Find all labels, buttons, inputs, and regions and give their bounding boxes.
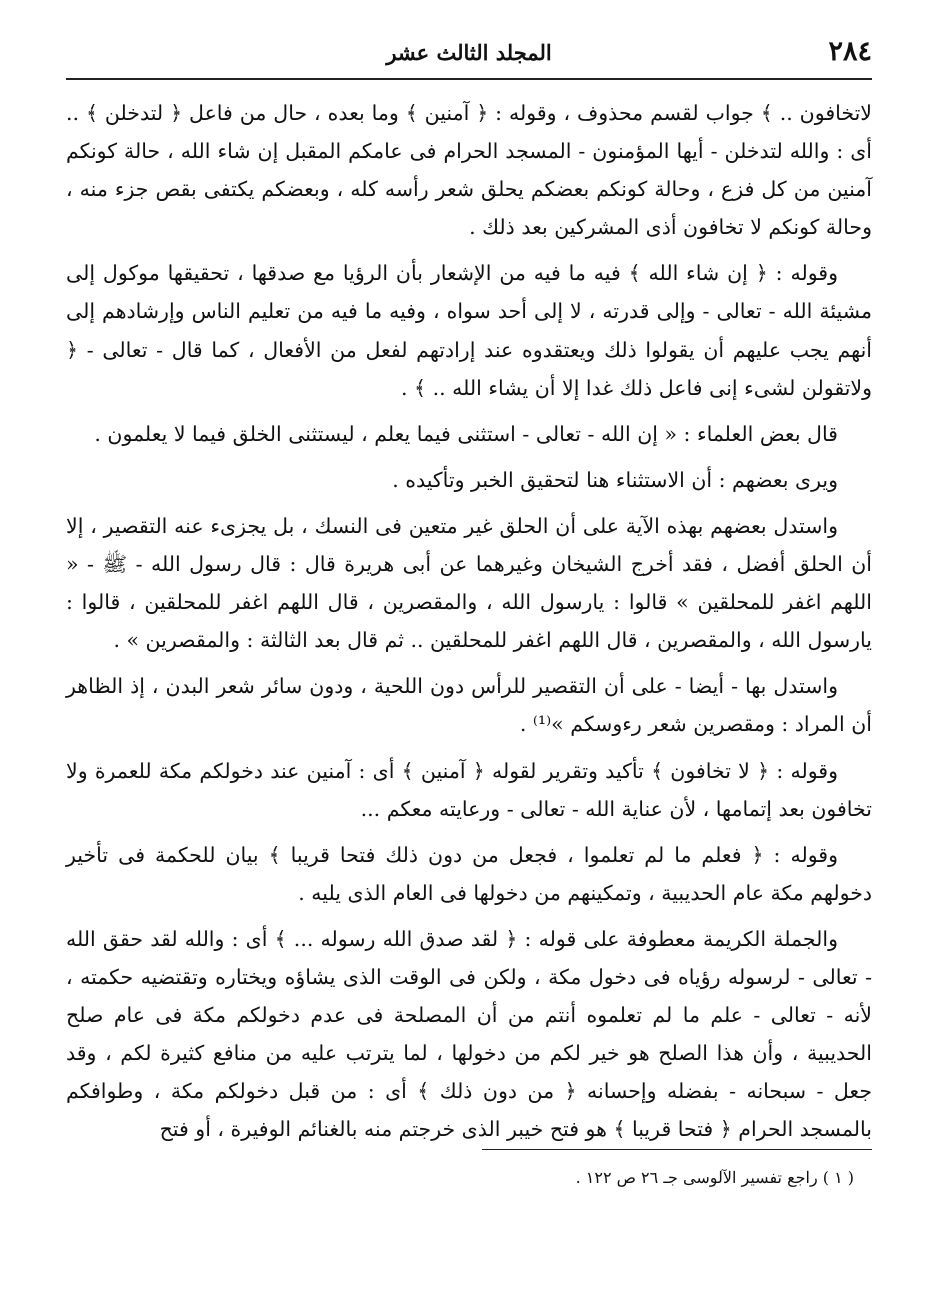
paragraph: واستدل بعضهم بهذه الآية على أن الحلق غير متعين فى النسك ، بل يجزىء عنه التقصير ، إلا أن الحلق أفضل ، فقد أخرج الشيخان وغيرهما عن أبى هريرة قال : قال رسول الله - ﷺ - « اللهم اغفر للمحلقين » قالوا : يارسول الله ، والمقصرين ، قال اللهم اغفر للمحلقين ، قالوا : يارسول الله ، والمقصرين ، قال اللهم اغفر للمحلقين .. ثم قال بعد الثالثة : والمقصرين » . xyxy=(66,513,872,653)
page-header xyxy=(66,36,872,76)
page-number: ٢٨٤ xyxy=(828,36,872,67)
paragraph: قال بعض العلماء : « إن الله - تعالى - استثنى فيما يعلم ، ليستثنى الخلق فيما لا يعلمون . xyxy=(94,421,838,446)
footnote: ( ١ ) راجع تفسير الآلوسى جـ ٢٦ ص ١٢٢ . xyxy=(575,1168,854,1187)
footnote-rule xyxy=(482,1149,872,1150)
paragraph: واستدل بها - أيضا - على أن التقصير للرأس دون اللحية ، ودون سائر شعر البدن ، إذ الظاهر أن المراد : ومقصرين شعر رءوسكم »⁽¹⁾ . xyxy=(66,674,872,737)
running-head: المجلد الثالث عشر xyxy=(386,40,552,65)
header-rule xyxy=(66,78,872,80)
paragraph: والجملة الكريمة معطوفة على قوله : ﴿ لقد صدق الله رسوله ... ﴾ أى : والله لقد حقق الله - تعالى - لرسوله رؤياه فى دخول مكة ، ولكن فى الوقت الذى يشاؤه ويختاره وتقتضيه حكمته ، لأنه - تعالى - علم ما لم تعلموه أنتم من أن المصلحة فى عدم دخولكم مكة فى عام صلح الحديبية ، وأن هذا الصلح هو خير لكم من دخولها ، لما يترتب عليه من منافع كثيرة لكم ، وقد جعل - سبحانه - بفضله وإحسانه ﴿ من دون ذلك ﴾ أى : من قبل دخولكم مكة ، وطوافكم بالمسجد الحرام ﴿ فتحا قريبا ﴾ هو فتح خيبر الذى خرجتم منه بالغنائم الوفيرة ، أو فتح xyxy=(66,926,872,1142)
body-text xyxy=(66,94,872,1156)
paragraph: وقوله : ﴿ فعلم ما لم تعلموا ، فجعل من دون ذلك فتحا قريبا ﴾ بيان للحكمة فى تأخير دخولهم مكة عام الحديبية ، وتمكينهم من دخولها فى العام الذى يليه . xyxy=(66,842,872,905)
paragraph: ويرى بعضهم : أن الاستثناء هنا لتحقيق الخبر وتأكيده . xyxy=(392,467,838,492)
paragraph: لاتخافون .. ﴾ جواب لقسم محذوف ، وقوله : ﴿ آمنين ﴾ وما بعده ، حال من فاعل ﴿ لتدخلن ﴾ .. أى : والله لتدخلن - أيها المؤمنون - المسجد الحرام فى عامكم المقبل إن شاء الله ، حالة كونكم آمنين من كل فزع ، وحالة كونكم بعضكم يحلق شعر رأسه كله ، وبعضكم يكتفى بقص جزء منه ، وحالة كونكم لا تخافون أذى المشركين بعد ذلك . xyxy=(66,101,872,240)
paragraph: وقوله : ﴿ لا تخافون ﴾ تأكيد وتقرير لقوله ﴿ آمنين ﴾ أى : آمنين عند دخولكم مكة للعمرة ولا تخافون بعد إتمامها ، لأن عناية الله - تعالى - ورعايته معكم ... xyxy=(66,758,872,821)
paragraph: وقوله : ﴿ إن شاء الله ﴾ فيه ما فيه من الإشعار بأن الرؤيا مع صدقها ، تحقيقها موكول إلى مشيئة الله - تعالى - وإلى قدرته ، لا إلى أحد سواه ، وفيه ما فيه من تعليم الناس وإرشادهم إلى أنهم يجب عليهم أن يقولوا ذلك ويعتقدوه عند إرادتهم لفعل من الأفعال ، كما قال - تعالى - ﴿ ولاتقولن لشىء إنى فاعل ذلك غدا إلا أن يشاء الله .. ﴾ . xyxy=(66,261,872,400)
